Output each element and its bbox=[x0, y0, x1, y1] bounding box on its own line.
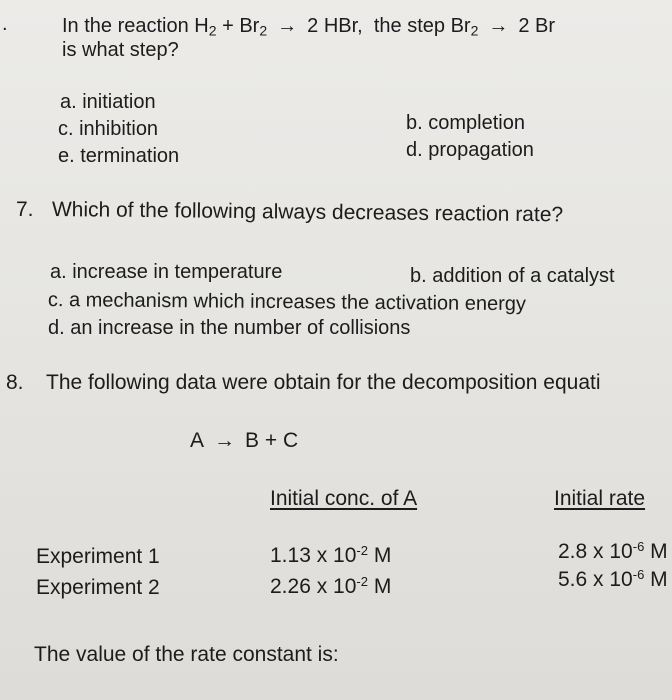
table-cell-rate: 5.6 x $10^{-6}$ M bbox=[558, 567, 668, 592]
question-6-number: . bbox=[2, 13, 8, 35]
table-cell-conc: 2.26 x $10^{-2}$ M bbox=[270, 574, 392, 599]
question-8-number: 8. bbox=[6, 371, 24, 394]
option-b: b. addition of a catalyst bbox=[410, 265, 615, 287]
table-cell-rate: 2.8 x $10^{-6}$ M bbox=[558, 539, 668, 564]
option-c: c. a mechanism which increases the activation energy bbox=[47, 289, 527, 316]
question-6-stem-line1: In the reaction $H_2 + Br_2 \to 2$ HBr, the step $Br_2 \to 2$ Br bbox=[62, 15, 556, 39]
option-d: d. propagation bbox=[406, 139, 534, 161]
reaction-equation: A → B + C bbox=[190, 429, 299, 452]
question-7-number: 7. bbox=[16, 198, 34, 221]
table-cell-conc: 1.13 x $10^{-2}$ M bbox=[270, 543, 392, 568]
question-8-stem: The following data were obtain for the decomposition equati bbox=[46, 371, 601, 394]
question-7-stem: Which of the following always decreases reaction rate? bbox=[51, 198, 564, 227]
option-e: e. termination bbox=[58, 145, 180, 167]
option-c: c. inhibition bbox=[58, 118, 159, 140]
option-d: d. an increase in the number of collisions bbox=[48, 317, 411, 339]
question-6-stem-line2: is what step? bbox=[62, 39, 179, 61]
option-b: b. completion bbox=[406, 112, 525, 134]
table-row-label: Experiment 2 bbox=[36, 576, 160, 599]
option-a: a. increase in temperature bbox=[50, 261, 283, 283]
table-header-rate: Initial rate bbox=[554, 487, 646, 510]
table-row-label: Experiment 1 bbox=[36, 545, 160, 568]
table-header-conc: Initial conc. of A bbox=[270, 487, 418, 510]
option-a: a. initiation bbox=[60, 91, 156, 113]
rate-constant-prompt: The value of the rate constant is: bbox=[34, 643, 339, 666]
